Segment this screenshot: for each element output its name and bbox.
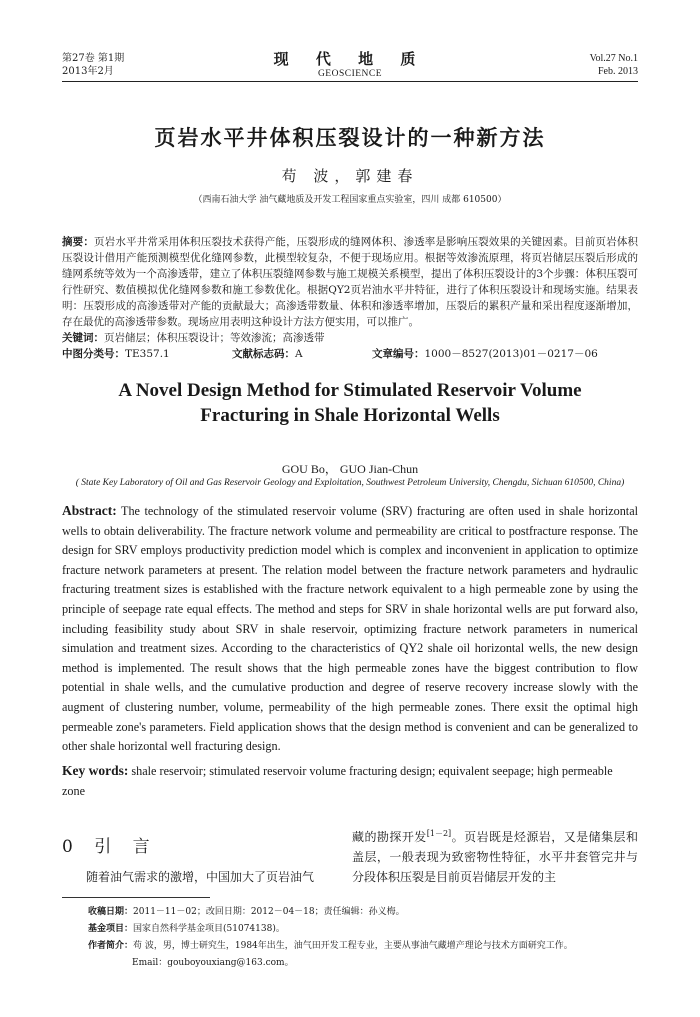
citation-ref[interactable]: [1－2] <box>426 829 452 838</box>
volume-cn: 第27卷 第1期 <box>62 53 125 64</box>
footnote-author: 作者简介：苟 波，男，博士研究生，1984年出生，油气田开发工程专业，主要从事油气藏增产理论与技术方面研究工作。 <box>88 941 573 951</box>
section-heading: 0 引 言 <box>62 837 158 857</box>
keywords-en-text: shale reservoir; stimulated reservoir volume fracturing design; equivalent seepage; high permeable zone <box>62 764 613 798</box>
volume-en: Vol.27 No.1 <box>589 53 638 64</box>
keywords-en-label: Key words: <box>62 763 129 778</box>
abstract-en <box>62 501 638 757</box>
abstract-en-text: The technology of the stimulated reservoir volume (SRV) fracturing are often used in shale horizontal wells to obtain deliverability. The fracture network volume and permeability are critical to postfracture response. The design for SRV employs productivity prediction model which is complex and inconvenient in application to optimize fracture network parameters at present. The relation model between the fracture network parameters and hydraulic fracturing treatment sizes is established with the fracture network equivalent to a high permeable zone by using the principle of seepage rate equal effects. The method and steps for SRV in shale horizontal wells are put forward also, including feasibility study about SRV in shale reservoir, optimizing fracture network parameters in numerical simulation and treatment sizes. According to the characteristics of QY2 shale oil horizontal wells, the new design method is implemented. The result shows that the high permeable zones have the biggest contribution to flow potential in shale wells, and the cumulative production and degree of reserve recovery increase slowly with the augment of clustering number, volume, permeability of the high permeable zones. There exsit the optimal high permeable zone's parameters. Field application shows that the design method is convenient and can be generalized to other shale horizontal well fracturing design. <box>62 504 638 754</box>
abstract-cn <box>62 234 638 330</box>
header-right <box>590 52 638 78</box>
paper-title-cn: 页岩水平井体积压裂设计的一种新方法 <box>154 126 546 150</box>
affiliation-cn: （西南石油大学 油气藏地质及开发工程国家重点实验室，四川 成都 610500） <box>193 195 507 205</box>
keywords-cn-label: 关键词： <box>62 332 104 344</box>
footnote-divider <box>62 897 210 898</box>
keywords-cn <box>62 330 638 346</box>
keywords-cn-text: 页岩储层；体积压裂设计；等效渗流；高渗透带 <box>104 332 325 344</box>
date-cn: 2013年2月 <box>62 66 114 77</box>
keywords-en <box>62 761 638 801</box>
footnote-dates: 收稿日期：2011－11－02；改回日期：2012－04－18；责任编辑：孙义梅。 <box>88 907 405 917</box>
abstract-cn-text: 页岩水平井常采用体积压裂技术获得产能，压裂形成的缝网体积、渗透率是影响压裂效果的关键因素。目前页岩体积压裂设计借用产能预测模型优化缝网参数，此模型较复杂，不便于现场应用。根据等效渗流原理，将页岩储层压裂后形成的缝网系统等效为一个高渗透带，建立了体积压裂缝网参数与施工规模关系模型，提出了体积压裂设计的3个步骤：体积压裂可行性研究、数值模拟优化缝网参数和施工参数优化。根据QY2页岩油水平井特征，进行了体积压裂设计和现场实施。结果表明：压裂形成的高渗透带对产能的贡献最大；高渗透带数量、体积和渗透率增加，压裂后的累积产量和采出程度逐渐增加，存在最优的高渗透带参数。现场应用表明这种设计方法方便实用，可以推广。 <box>62 236 639 328</box>
paper-title-en: A Novel Design Method for Stimulated Reservoir Volume Fracturing in Shale Horizontal Wells <box>118 380 582 426</box>
journal-title-cn: 现 代 地 质 <box>273 50 427 68</box>
document-code: 文献标志码：A <box>232 348 303 360</box>
footnote <box>88 904 648 972</box>
body-text-left: 随着油气需求的激增，中国加大了页岩油气 <box>86 870 315 884</box>
abstract-cn-label: 摘要： <box>62 236 95 248</box>
date-en: Feb. 2013 <box>598 66 638 77</box>
body-text-right: 藏的勘探开发[1－2]。页岩既是烃源岩，又是储集层和盖层，一般表现为致密物性特征，水平井套管完井与分段体积压裂是目前页岩储层开发的主 <box>352 829 638 884</box>
header-divider <box>62 81 638 82</box>
clc-number: 中图分类号：TE357.1 <box>62 348 170 360</box>
affiliation-en: ( State Key Laboratory of Oil and Gas Reservoir Geology and Exploitation, Southwest Petroleum University, Chengdu, Sichuan 610500, China) <box>75 478 625 488</box>
footnote-email: Email：gouboyouxiang@163.com。 <box>132 958 294 968</box>
authors-cn: 苟 波，郭建春 <box>281 167 419 185</box>
footnote-fund: 基金项目：国家自然科学基金项目(51074138)。 <box>88 924 285 934</box>
journal-title-en: GEOSCIENCE <box>317 69 383 79</box>
authors-en: GOU Bo， GUO Jian-Chun <box>281 462 419 476</box>
article-number: 文章编号：1000－8527(2013)01－0217－06 <box>372 348 598 360</box>
abstract-en-label: Abstract: <box>62 503 117 518</box>
